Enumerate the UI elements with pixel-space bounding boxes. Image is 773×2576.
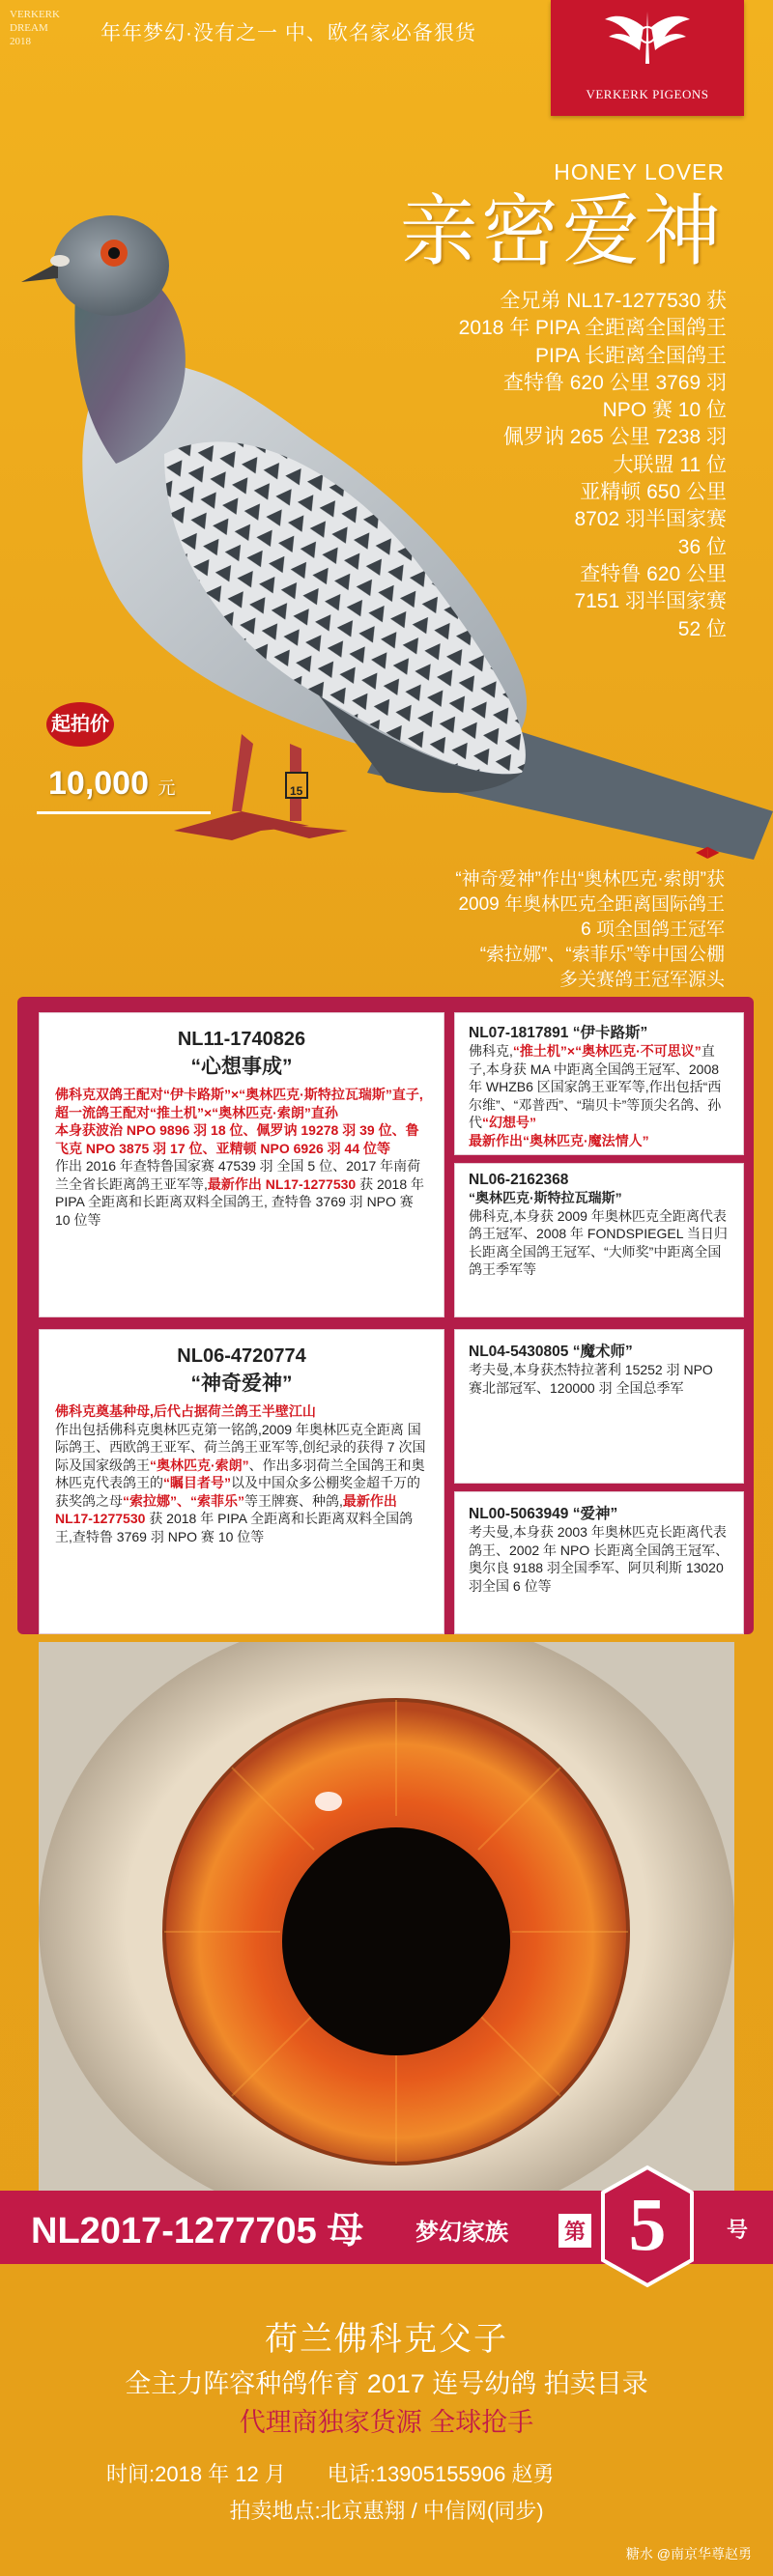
price-unit: 元 (157, 778, 176, 798)
achievement-line: 8702 羽半国家赛 (574, 508, 727, 531)
price-value: 10,000 (48, 765, 149, 802)
achievement-line: 大联盟 11 位 (613, 453, 727, 476)
contact-phone: 电话:13905155906 赵勇 (327, 2462, 555, 2486)
dam-sire-text: 考夫曼,本身获杰特拉著利 15252 羽 NPO 赛北部冠军、120000 羽 全国总季军 (469, 1362, 713, 1396)
caption-line: 多关赛鸽王冠军源头 (558, 970, 725, 990)
family-label: 梦幻家族 (415, 2220, 508, 2246)
caption-line: 2009 年奥林匹克全距离国际鸽王 (458, 894, 725, 915)
sire-name: “心想事成” (190, 1056, 293, 1078)
sire-card (39, 1012, 444, 1317)
auction-time: 时间:2018 年 12 月 (106, 2462, 286, 2486)
english-title: HONEY LOVER (554, 159, 725, 184)
achievement-line: 2018 年 PIPA 全距离全国鸽王 (458, 317, 727, 340)
dam-text-1: 作出包括佛科克奥林匹克第一铭鸽,2009 年奥林匹克全距离 国际鸽王、西欧鸽王亚军、荷兰鸽王亚军等,创纪录的获得 7 次国际及国家级鸽王 (55, 1421, 426, 1473)
pigeon-photo (0, 193, 773, 966)
achievement-line: PIPA 长距离全国鸽王 (535, 344, 727, 367)
footer-time-phone (106, 2458, 555, 2488)
sire-sire-latest: 最新作出“奥林匹克·魔法情人” (469, 1132, 649, 1148)
sire-progeny (55, 1157, 428, 1229)
verkerk-logo (551, 0, 744, 116)
sire-progeny-text: 作出 2016 年查特鲁国家赛 47539 羽 全国 5 位、2017 年南荷兰全省长距离鸽王亚军等, (55, 1158, 421, 1192)
dam-red-4: “索拉娜”、“索菲乐” (123, 1492, 244, 1509)
dam-sire-card (454, 1329, 744, 1484)
achievement-line: 36 位 (677, 535, 727, 558)
caption-line: 6 项全国鸽王冠军 (581, 920, 725, 940)
caption-line: “索拉娜”、“索菲乐”等中国公棚 (479, 945, 725, 965)
achievement-line: 7151 羽半国家赛 (574, 590, 727, 613)
sire-sire-grandchild: “幻想号” (482, 1115, 536, 1130)
sire-sire-breeder: 佛科克, (469, 1043, 513, 1059)
starting-price-label: 起拍价 (46, 702, 114, 747)
sire-latest: 最新作出 NL17-1277530 (207, 1175, 357, 1192)
sire-sire-parents: “推土机”×“奥林匹克·不可思议” (512, 1043, 701, 1059)
dam-text-2: 、作出多羽荷兰全国鸽王和奥林匹克代表鸽王的 (55, 1457, 425, 1490)
dam-sire-head: NL04-5430805 “魔术师” (469, 1344, 633, 1360)
achievement-line: 佩罗讷 265 公里 7238 羽 (502, 426, 727, 449)
logo-text: VERKERK PIGEONS (586, 87, 709, 101)
auction-location: 拍卖地点:北京惠翔 / 中信网(同步) (229, 2499, 544, 2523)
achievement-line: 查特鲁 620 公里 (580, 562, 727, 585)
achievement-line: 52 位 (677, 617, 727, 640)
pigeon-eye-image (39, 1642, 734, 2193)
dam-red-5: 最新作出 NL17-1277530 (55, 1492, 397, 1526)
ring-number: NL2017-1277705 母 (31, 2211, 364, 2251)
dam-foundation: 佛科克奠基种母,后代占据荷兰鸽王半壁江山 (55, 1403, 316, 1419)
dam-dam-head: NL00-5063949 “爱神” (469, 1506, 618, 1522)
dam-card (39, 1329, 444, 1634)
dam-dam-card (454, 1491, 744, 1634)
achievement-line: 亚精顿 650 公里 (580, 481, 727, 504)
dam-dam-text: 考夫曼,本身获 2003 年奥林匹克长距离代表鸽王、2002 年 NPO 长距离全国鸽王冠军、奥尔良 9188 羽全国季军、阿贝利斯 13020 羽全国 6 位等 (469, 1524, 730, 1594)
brand-vertical-text (10, 8, 66, 48)
dam-name: “神奇爱神” (190, 1373, 293, 1395)
brand-line: DREAM (10, 22, 48, 34)
sire-id: NL11-1740826 (177, 1029, 306, 1050)
lot-prefix: 第 (558, 2214, 591, 2248)
sire-sire-text (469, 1042, 730, 1132)
brand-line: VERKERK (10, 9, 60, 20)
footer-title: 荷兰佛科克父子 (265, 2321, 508, 2358)
sire-lineage: 佛科克双鸽王配对“伊卡路斯”×“奥林匹克·斯特拉瓦瑞斯”直子,超一流鸽王配对“推土机”×“奥林匹克·索朗”直孙 (55, 1087, 423, 1120)
achievement-line: NPO 赛 10 位 (602, 399, 727, 422)
footer-subtitle: 全主力阵容种鸽作育 2017 连号幼鸽 拍卖目录 (125, 2369, 648, 2398)
eye-closeup-photo (39, 1642, 734, 2193)
sire-sire-head: NL07-1817891 “伊卡路斯” (469, 1025, 648, 1041)
dam-text-4: 等王牌赛、种鸽, (244, 1492, 343, 1509)
lot-suffix: 号 (727, 2218, 749, 2242)
price-underline (37, 811, 211, 814)
sire-sire-card (454, 1012, 744, 1155)
lot-number: 5 (628, 2182, 667, 2266)
achievement-line: 查特鲁 620 公里 3769 羽 (502, 371, 727, 394)
image-credit: 糖水 @南京华尊赵勇 (625, 2546, 752, 2562)
tagline: 年年梦幻·没有之一 中、欧名家必备狠货 (100, 22, 476, 44)
dam-caption (300, 867, 725, 993)
dam-text-3: 以及中国众多公棚奖金超千万的获奖鸽之母 (55, 1475, 420, 1509)
starting-price (48, 765, 175, 803)
sire-dam-text: 佛科克,本身获 2009 年奥林匹克全距离代表鸽王冠军、2008 年 FONDSPIEGEL 当日归长距离全国鸽王冠军、“大师奖”中距离全国鸽王季军等 (469, 1207, 728, 1277)
sire-results: 本身获波治 NPO 9896 羽 18 位、佩罗讷 19278 羽 39 位、鲁飞克 NPO 3875 羽 17 位、亚精顿 NPO 6926 羽 44 位等 (55, 1122, 419, 1156)
winged-emblem-icon (601, 6, 694, 73)
leg-band-number: 15 (290, 784, 303, 798)
sire-sire-results: 直子,本身获 MA 中距离全国鸽王冠军、2008 年 WHZB6 区国家鸽王亚军等,作出包括“西尔维”、“邓普西”、“瑞贝卡”等顶尖名鸽、孙代 (469, 1043, 722, 1130)
chinese-title: 亲密爱神 (400, 188, 725, 274)
dam-progeny (55, 1421, 428, 1546)
achievement-line: 全兄弟 NL17-1277530 获 (500, 290, 727, 312)
sire-dam-card (454, 1163, 744, 1317)
caption-line: “神奇爱神”作出“奥林匹克·索朗”获 (455, 869, 725, 890)
dam-id: NL06-4720774 (177, 1345, 306, 1367)
ribbon-mark-icon: ◀▶ (696, 844, 720, 861)
sire-dam-head: NL06-2162368 (469, 1172, 569, 1188)
footer-highlight: 代理商独家货源 全球抢手 (239, 2408, 534, 2437)
dam-red-2: “奥林匹克·索朗” (150, 1457, 249, 1473)
dam-red-3: “瞩目者号” (163, 1475, 231, 1490)
dam-text-5: 获 2018 年 PIPA 全距离和长距离双料全国鸽王,查特鲁 3769 羽 NPO 赛 10 位等 (55, 1511, 414, 1544)
sire-latest-text: 获 2018 年 PIPA 全距离和长距离双料全国鸽王, 查特鲁 3769 羽 NPO 赛 10 位等 (55, 1175, 425, 1228)
sire-dam-sub: “奥林匹克·斯特拉瓦瑞斯” (469, 1190, 622, 1205)
brand-line: 2018 (10, 36, 31, 47)
